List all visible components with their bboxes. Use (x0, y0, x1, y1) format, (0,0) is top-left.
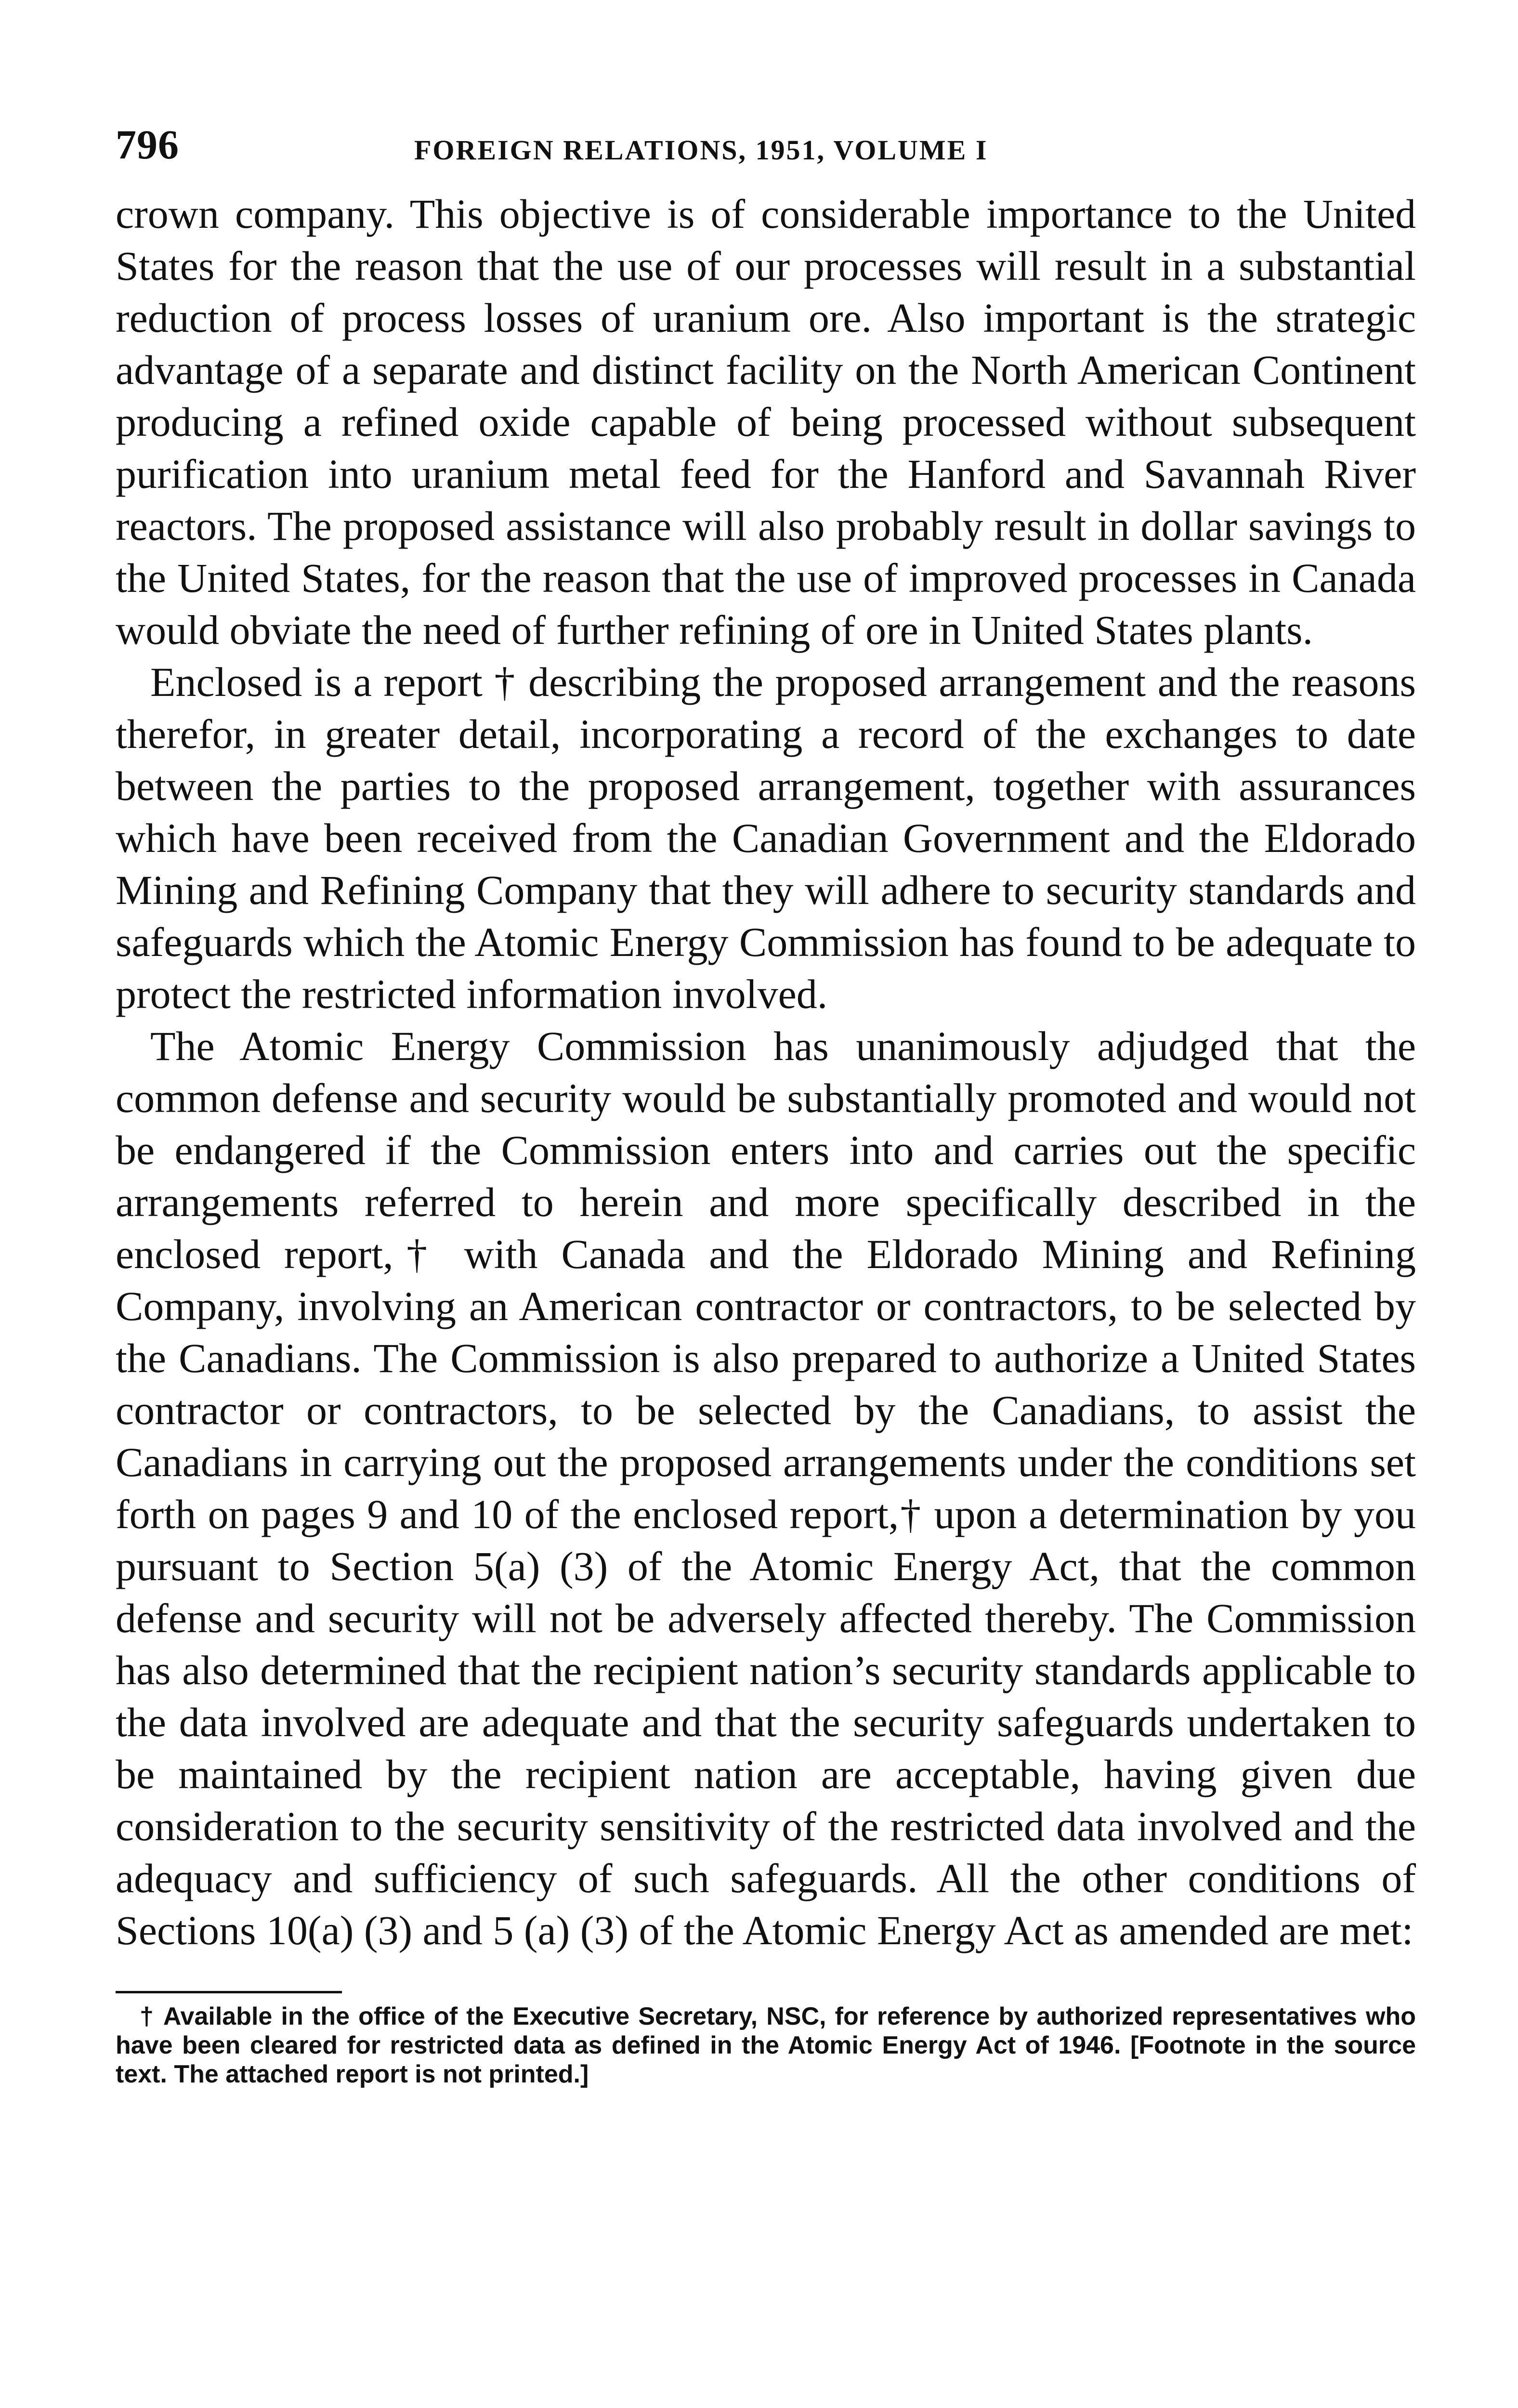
footnote: † Available in the office of the Executive Secretary, NSC, for reference by authorized representatives who have been cleared for restricted data as defined in the Atomic Energy Act of 1946. [Footnote in the source text. The attached report is not printed.] (116, 2002, 1416, 2088)
footnote-divider (116, 1991, 342, 1993)
body-text (116, 188, 1416, 1956)
running-header (116, 120, 1416, 188)
paragraph-enclosed-report: Enclosed is a report † describing the proposed arrangement and the reasons therefor, in greater detail, incorporating a record of the exchanges to date between the parties to the proposed arrangement, together with assurances which have been received from the Canadian Government and the Eldorado Mining and Refining Company that they will adhere to security standards and safeguards which the Atomic Energy Commission has found to be adequate to protect the restricted information involved. (116, 659, 1416, 1017)
paragraph-continuation: crown company. This objective is of considerable importance to the United States for the reason that the use of our processes will result in a substantial reduction of process losses of uranium ore. Also important is the strategic advantage of a separate and distinct facility on the North American Continent producing a refined oxide capable of being processed without subsequent purification into uranium metal feed for the Hanford and Savannah River reactors. The proposed assistance will also probably result in dollar savings to the United States, for the reason that the use of improved processes in Canada would obviate the need of further refining of ore in United States plants. (116, 191, 1416, 653)
page-number: 796 (116, 121, 179, 168)
paragraph-commission-judgment: The Atomic Energy Commission has unanimously adjudged that the common defense and security would be substantially promoted and would not be endangered if the Commission enters into and carries out the specific arrangements referred to herein and more specifically described in the enclosed report,† with Canada and the Eldorado Mining and Refining Company, involving an American contractor or contractors, to be selected by the Canadians. The Commission is also prepared to authorize a United States contractor or contractors, to be selected by the Canadians, to assist the Canadians in carrying out the proposed arrangements under the conditions set forth on pages 9 and 10 of the enclosed report,† upon a determination by you pursuant to Section 5(a) (3) of the Atomic Energy Act, that the common defense and security will not be adversely affected thereby. The Commission has also determined that the recipient nation’s security standards applicable to the data involved are adequate and that the security safeguards undertaken to be maintained by the recipient nation are acceptable, having given due consideration to the security sensitivity of the restricted data involved and the adequacy and sufficiency of such safeguards. All the other conditions of Sections 10(a) (3) and 5 (a) (3) of the Atomic Energy Act as amended are met: (116, 1023, 1416, 1953)
document-page (116, 120, 1416, 2089)
running-title: FOREIGN RELATIONS, 1951, VOLUME I (414, 134, 988, 166)
